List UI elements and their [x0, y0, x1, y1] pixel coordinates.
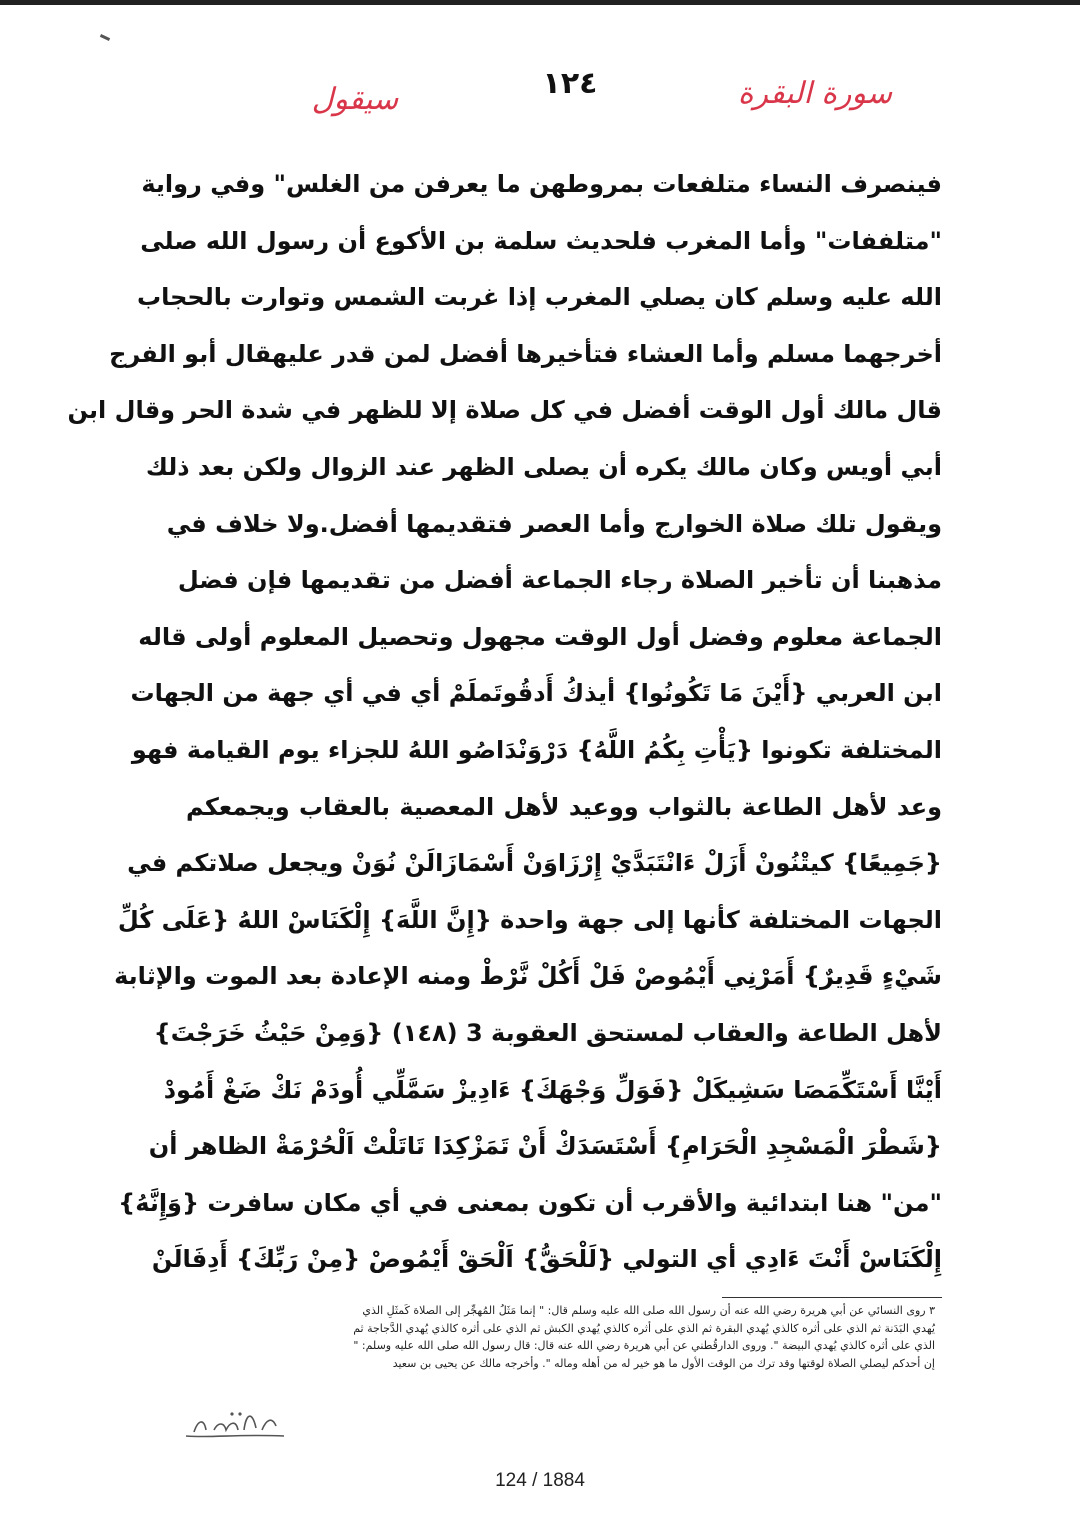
body-line: أبي أويس وكان مالك يكره أن يصلى الظهر عند الزوال ولكن بعد ذلك	[145, 452, 942, 481]
body-line: "متلففات" وأما المغرب فلحديث سلمة بن الأكوع أن رسول الله صلى	[140, 226, 942, 255]
body-line: المختلفة تكونوا {يَأْتِ بِكُمُ اللَّهُ} دَرْوَنْدَاصُو اللهُ للجزاء يوم القيامة فهو	[131, 735, 942, 764]
footnote-line: يُهدي البَدَنة ثم الذي على أثره كالذي يُهدي البقرة ثم الذي على أثره كالذي يُهدي الكبش ثم الذي على أثره كالذي يُهدي الدَّجاجة ثم	[353, 1321, 935, 1335]
body-line: إِلْكَنَاسْ أَنْتَ ءَادِي أي التولي {لَلْحَقُّ} اَلْحَقْ أَيْمُوصْ {مِنْ رَبِّكَ} أَدِفَالَنْ	[151, 1245, 942, 1274]
page-number: ١٢٤	[542, 66, 598, 101]
body-line: أخرجهما مسلم وأما العشاء فتأخيرها أفضل لمن قدر عليهقال أبو الفرج	[109, 339, 942, 368]
body-line: ابن العربي {أَيْنَ مَا تَكُونُوا} أيذكُ أَدقُوتَملَمْ أي في أي جهة من الجهات	[130, 679, 942, 708]
body-line: ويقول تلك صلاة الخوارج وأما العصر فتقديمها أفضل.ولا خلاف في	[166, 509, 942, 538]
body-line: شَيْءٍ قَدِيرٌ} أَمَرْنِي أَيْمُوصْ فَلْ أَكُلْ نَّرْطْ ومنه الإعادة بعد الموت والإثابة	[114, 962, 942, 991]
body-line: لأهل الطاعة والعقاب لمستحق العقوبة 3 (١٤٨) {وَمِنْ حَيْثُ خَرَجْتَ}	[153, 1018, 942, 1047]
body-line: الجهات المختلفة كأنها إلى جهة واحدة {إِنَّ اللَّهَ} إِلْكَنَاسْ اللهُ {عَلَى كُلِّ	[117, 905, 942, 934]
scan-mark	[100, 34, 110, 41]
footnote-divider	[722, 1297, 942, 1298]
body-line: مذهبنا أن تأخير الصلاة رجاء الجماعة أفضل من تقديمها فإن فضل	[177, 566, 942, 595]
body-line: الجماعة معلوم وفضل أول الوقت مجهول وتحصيل المعلوم أولى قاله	[138, 622, 942, 651]
pdf-page-counter: 124 / 1884	[495, 1470, 585, 1491]
body-line: {جَمِيعًا} كيتْنُونْ أَزَلْ ءَانْتَبَدَّيْ إِرْزَاوَنْ أَسْمَازَالَنْ نُوَنْ ويجعل صلاتكم في	[127, 849, 942, 878]
handwritten-signature	[180, 1400, 290, 1444]
body-line: "من" هنا ابتدائية والأقرب أن تكون بمعنى في أي مكان سافرت {وَإِنَّهُ}	[118, 1188, 942, 1217]
handwritten-juz-annotation: سيقول	[311, 82, 399, 117]
body-line: أَيْنَّا أَسْتَكِّمَصَا سَشِيكَلْ {فَوَلِّ وَجْهَكَ} ءَادِيزْ سَمَّلِّي أُودَمْ نَكْ ضَغْ أَمُودْ	[163, 1075, 942, 1104]
body-line: الله عليه وسلم كان يصلي المغرب إذا غربت الشمس وتوارت بالحجاب	[136, 283, 942, 312]
body-line: {شَطْرَ الْمَسْجِدِ الْحَرَامِ} أَسْتَسَدَكْ أَنْ تَمَزْكِدَا تَاتَلْتْ اَلْحُرْمَةْ الظاهر أن	[148, 1132, 942, 1161]
main-body-text	[67, 156, 942, 1288]
body-line: فينصرف النساء متلفعات بمروطهن ما يعرفن من الغلس" وفي رواية	[141, 170, 942, 198]
footnote-line: ٣ روى النسائي عن أبي هريرة رضي الله عنه أن رسول الله صلى الله عليه وسلم قال: " إنما مَثَلُ المُهجِّر إلى الصلاة كَمثَلِ الذي	[362, 1304, 935, 1317]
footnote-line: إن أحدكم ليصلي الصلاة لوقتها وقد ترك من الوقت الأول ما هو خير له من أهله وماله ". وأخرجه مالك عن يحيى بن سعيد	[392, 1356, 935, 1370]
handwritten-surah-annotation: سورة البقرة	[737, 76, 893, 111]
footnotes	[190, 1302, 935, 1372]
scan-top-edge	[0, 0, 1080, 5]
body-line: قال مالك أول الوقت أفضل في كل صلاة إلا للظهر في شدة الحر وقال ابن	[67, 396, 942, 425]
footnote-line: الذي على أثره كالذي يُهدي البيضة ". وروى الدارقُطني عن أبي هريرة رضي الله عنه قال: قال رسول الله صلى الله عليه وسلم: "	[353, 1339, 935, 1352]
body-line: وعد لأهل الطاعة بالثواب ووعيد لأهل المعصية بالعقاب ويجمعكم	[186, 792, 942, 821]
